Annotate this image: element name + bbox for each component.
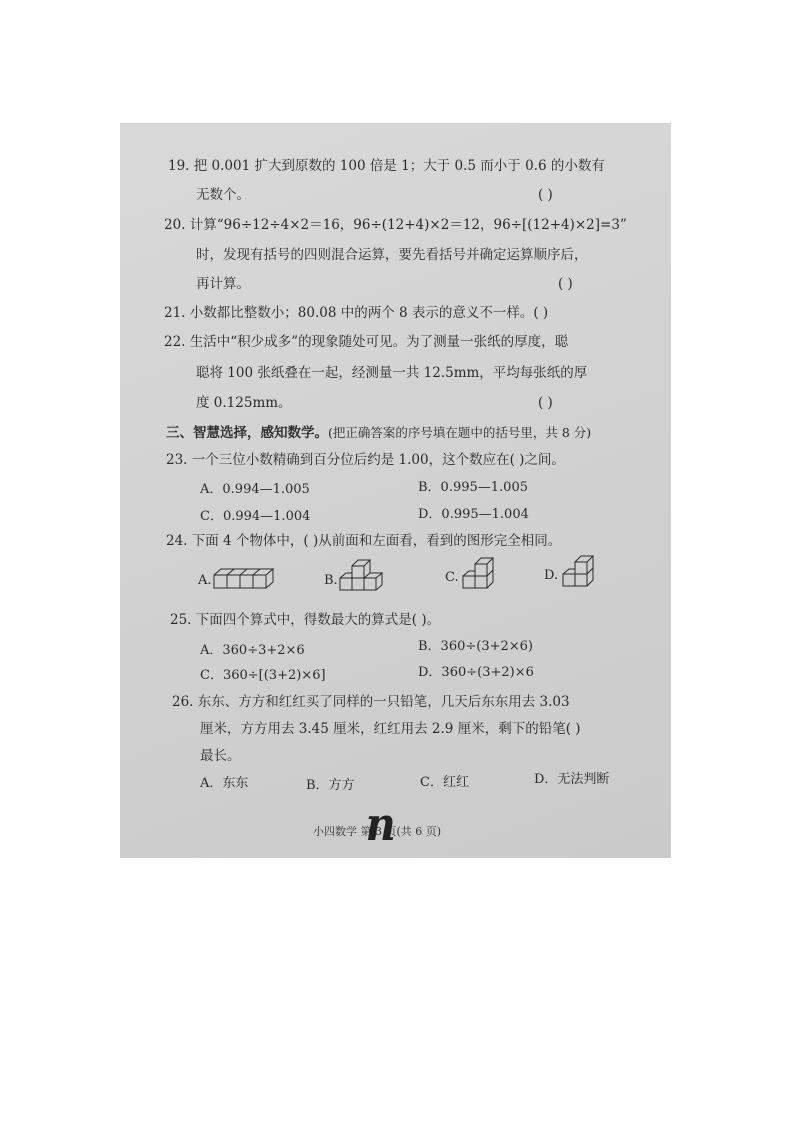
cube-figure-d [560, 548, 604, 592]
q23-option-b: B．0.995—1.005 [418, 480, 528, 495]
q23-option-d: D．0.995—1.004 [418, 507, 529, 522]
q26-line1: 26. 东东、方方和红红买了同样的一只铅笔，几天后东东用去 3.03 [172, 694, 570, 710]
section3-title [166, 427, 591, 441]
q22-line1: 22. 生活中“积少成多”的现象随处可见。为了测量一张纸的厚度，聪 [164, 334, 569, 350]
section3-heading: 三、智慧选择，感知数学。 [166, 425, 328, 441]
q23-option-a: A．0.994—1.005 [200, 482, 310, 497]
q25-option-b: B．360÷(3+2×6) [418, 639, 534, 654]
q21-line1: 21. 小数都比整数小；80.08 中的两个 8 表示的意义不一样。( ) [164, 305, 549, 321]
q25-option-d: D．360÷(3+2)×6 [418, 665, 534, 680]
q19-line2: 无数个。 [196, 187, 250, 203]
watermark-glyph: n [365, 797, 396, 851]
q26-line2: 厘米，方方用去 3.45 厘米，红红用去 2.9 厘米，剩下的铅笔( ) [200, 721, 581, 737]
section3-note: (把正确答案的序号填在题中的括号里，共 8 分) [328, 425, 592, 440]
exam-photo [120, 123, 671, 858]
q24-option-d-label: D. [544, 568, 559, 583]
q22-line2: 聪将 100 张纸叠在一起，经测量一共 12.5mm，平均每张纸的厚 [196, 365, 588, 381]
q20-line2: 时，发现有括号的四则混合运算，要先看括号并确定运算顺序后， [196, 247, 588, 263]
q26-option-a: A．东东 [200, 776, 249, 791]
q26-option-d: D．无法判断 [534, 772, 610, 787]
q20-answer-paren: ( ) [558, 276, 573, 292]
cube-figure-b [338, 553, 388, 595]
q24-stem: 24. 下面 4 个物体中，( )从前面和左面看，看到的图形完全相同。 [166, 533, 562, 549]
cube-figure-a [212, 566, 276, 592]
q19-line1: 19. 把 0.001 扩大到原数的 100 倍是 1；大于 0.5 而小于 0.6 的小数有 [168, 158, 605, 174]
q23-stem: 23. 一个三位小数精确到百分位后约是 1.00，这个数应在( )之间。 [166, 452, 565, 468]
q26-option-b: B．方方 [306, 778, 355, 793]
q26-option-c: C．红红 [420, 775, 469, 790]
q23-option-c: C．0.994—1.004 [200, 509, 311, 524]
q20-line1: 20. 计算“96÷12÷4×2＝16，96÷(12+4)×2＝12，96÷[(12+4)×2]=3” [164, 217, 627, 233]
q25-option-a: A．360÷3+2×6 [200, 643, 305, 658]
q24-option-c-label: C. [445, 570, 459, 585]
cube-figure-c [460, 548, 504, 592]
q26-line3: 最长。 [200, 748, 241, 764]
q24-option-a-label: A. [198, 573, 212, 588]
q25-stem: 25. 下面四个算式中，得数最大的算式是( )。 [170, 612, 441, 628]
page-footer: 小四数学 第 3 页(共 6 页) [313, 825, 442, 838]
q20-line3: 再计算。 [196, 276, 250, 292]
q24-option-b-label: B. [324, 573, 338, 588]
q22-answer-paren: ( ) [538, 395, 553, 411]
q25-option-c: C．360÷[(3+2)×6] [200, 668, 326, 683]
q19-answer-paren: ( ) [538, 187, 553, 203]
q22-line3: 度 0.125mm。 [196, 395, 292, 411]
